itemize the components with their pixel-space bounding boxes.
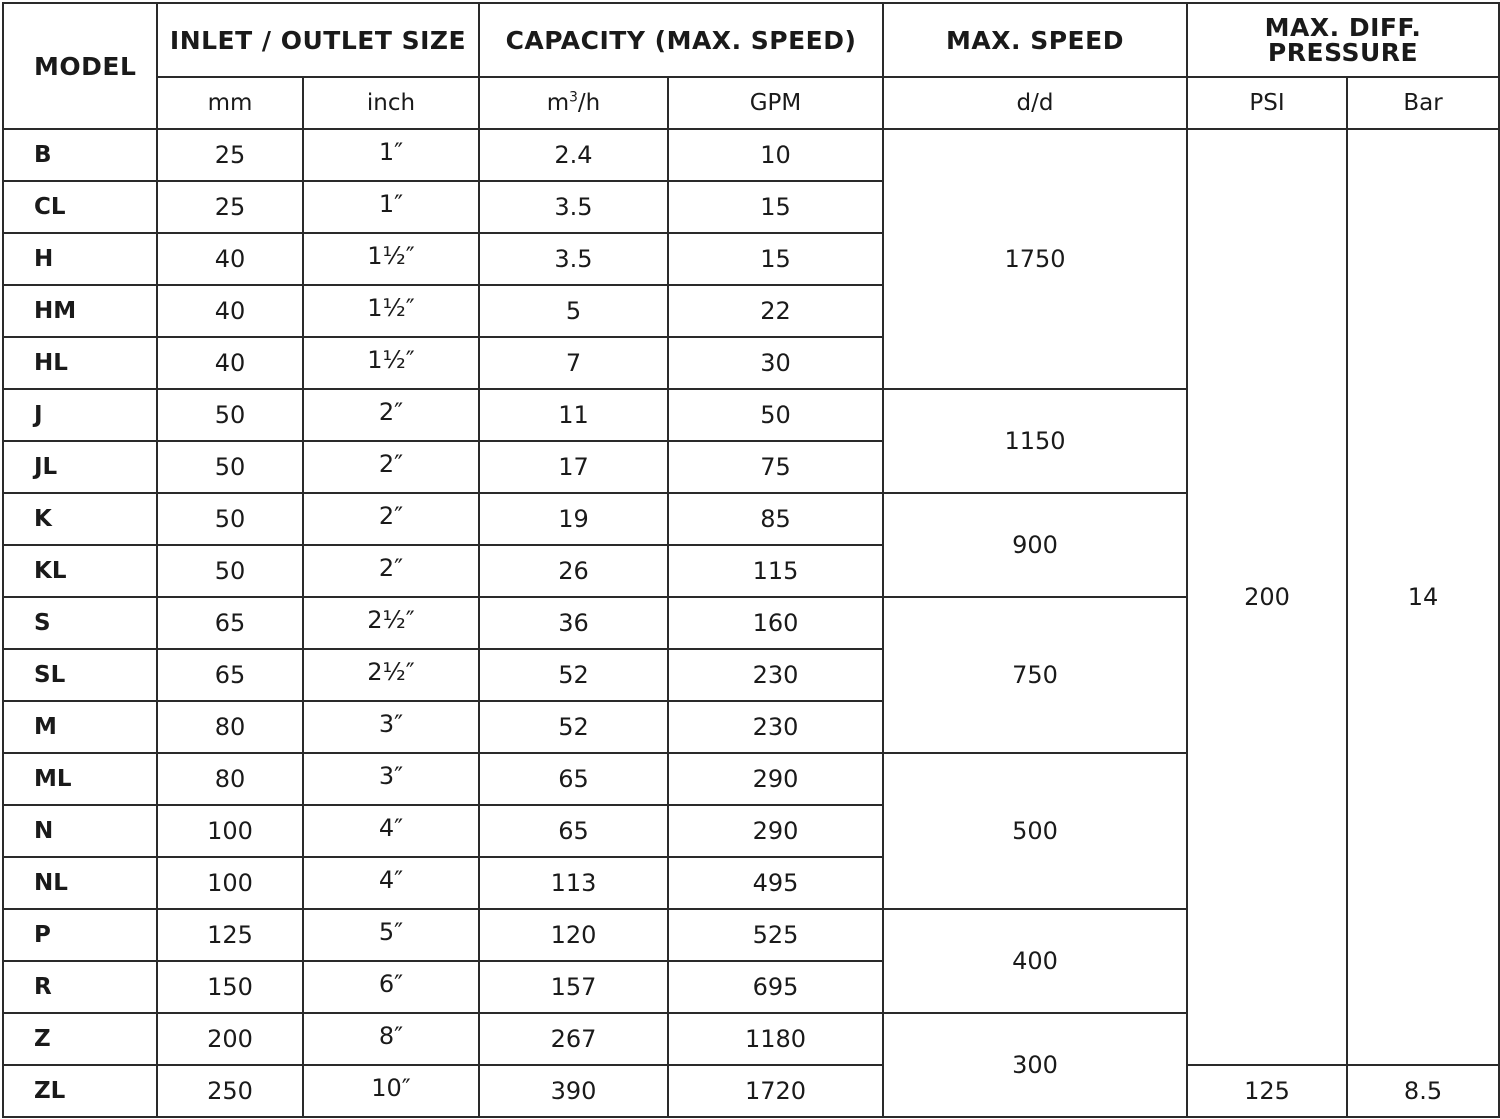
capacity-m3h-cell: 113 bbox=[479, 857, 668, 909]
mm-cell: 100 bbox=[157, 857, 303, 909]
pressure-psi-cell: 200 bbox=[1187, 129, 1347, 1065]
capacity-gpm-cell: 230 bbox=[668, 649, 883, 701]
model-cell: N bbox=[3, 805, 157, 857]
model-cell: K bbox=[3, 493, 157, 545]
model-cell: NL bbox=[3, 857, 157, 909]
mm-cell: 25 bbox=[157, 181, 303, 233]
mm-cell: 80 bbox=[157, 701, 303, 753]
capacity-gpm-cell: 290 bbox=[668, 753, 883, 805]
model-cell: B bbox=[3, 129, 157, 181]
inch-cell: 5″ bbox=[303, 909, 479, 961]
capacity-m3h-cell: 36 bbox=[479, 597, 668, 649]
max-speed-cell: 1150 bbox=[883, 389, 1187, 493]
capacity-gpm-cell: 30 bbox=[668, 337, 883, 389]
unit-m3h-suffix: /h bbox=[577, 89, 601, 116]
max-speed-cell: 400 bbox=[883, 909, 1187, 1013]
inch-cell: 6″ bbox=[303, 961, 479, 1013]
unit-m3h bbox=[479, 77, 668, 129]
capacity-gpm-cell: 85 bbox=[668, 493, 883, 545]
capacity-m3h-cell: 52 bbox=[479, 701, 668, 753]
capacity-gpm-cell: 1720 bbox=[668, 1065, 883, 1117]
mm-cell: 125 bbox=[157, 909, 303, 961]
mm-cell: 80 bbox=[157, 753, 303, 805]
capacity-gpm-cell: 22 bbox=[668, 285, 883, 337]
mm-cell: 50 bbox=[157, 545, 303, 597]
header-row-groups bbox=[3, 3, 1499, 77]
model-cell: CL bbox=[3, 181, 157, 233]
capacity-gpm-cell: 15 bbox=[668, 233, 883, 285]
unit-inch: inch bbox=[303, 77, 479, 129]
inch-cell: 2″ bbox=[303, 545, 479, 597]
mm-cell: 40 bbox=[157, 285, 303, 337]
mm-cell: 65 bbox=[157, 649, 303, 701]
inch-cell: 1½″ bbox=[303, 337, 479, 389]
pressure-bar-cell: 14 bbox=[1347, 129, 1499, 1065]
mm-cell: 50 bbox=[157, 493, 303, 545]
max-speed-cell: 1750 bbox=[883, 129, 1187, 389]
inch-cell: 10″ bbox=[303, 1065, 479, 1117]
capacity-m3h-cell: 65 bbox=[479, 805, 668, 857]
mm-cell: 150 bbox=[157, 961, 303, 1013]
inch-cell: 1″ bbox=[303, 129, 479, 181]
capacity-gpm-cell: 290 bbox=[668, 805, 883, 857]
mm-cell: 50 bbox=[157, 389, 303, 441]
header-row-units bbox=[3, 77, 1499, 129]
inlet-outlet-header: INLET / OUTLET SIZE bbox=[157, 3, 479, 77]
max-speed-cell: 900 bbox=[883, 493, 1187, 597]
capacity-gpm-cell: 50 bbox=[668, 389, 883, 441]
model-cell: R bbox=[3, 961, 157, 1013]
unit-mm: mm bbox=[157, 77, 303, 129]
inch-cell: 2″ bbox=[303, 493, 479, 545]
inch-cell: 4″ bbox=[303, 805, 479, 857]
capacity-gpm-cell: 75 bbox=[668, 441, 883, 493]
inch-cell: 4″ bbox=[303, 857, 479, 909]
mm-cell: 250 bbox=[157, 1065, 303, 1117]
model-cell: H bbox=[3, 233, 157, 285]
capacity-gpm-cell: 525 bbox=[668, 909, 883, 961]
capacity-gpm-cell: 695 bbox=[668, 961, 883, 1013]
capacity-m3h-cell: 7 bbox=[479, 337, 668, 389]
model-cell: SL bbox=[3, 649, 157, 701]
model-cell: S bbox=[3, 597, 157, 649]
capacity-m3h-cell: 120 bbox=[479, 909, 668, 961]
pump-spec-table bbox=[2, 2, 1500, 1118]
unit-m3h-superscript: 3 bbox=[569, 88, 578, 105]
model-cell: J bbox=[3, 389, 157, 441]
model-cell: HM bbox=[3, 285, 157, 337]
model-cell: KL bbox=[3, 545, 157, 597]
mm-cell: 200 bbox=[157, 1013, 303, 1065]
capacity-gpm-cell: 1180 bbox=[668, 1013, 883, 1065]
inch-cell: 1″ bbox=[303, 181, 479, 233]
inch-cell: 1½″ bbox=[303, 285, 479, 337]
unit-gpm: GPM bbox=[668, 77, 883, 129]
table-row bbox=[3, 129, 1499, 181]
inch-cell: 2″ bbox=[303, 389, 479, 441]
model-cell: ZL bbox=[3, 1065, 157, 1117]
unit-speed: d/d bbox=[883, 77, 1187, 129]
model-cell: M bbox=[3, 701, 157, 753]
capacity-gpm-cell: 495 bbox=[668, 857, 883, 909]
capacity-gpm-cell: 230 bbox=[668, 701, 883, 753]
max-speed-cell: 500 bbox=[883, 753, 1187, 909]
model-cell: Z bbox=[3, 1013, 157, 1065]
model-header: MODEL bbox=[3, 3, 157, 129]
mm-cell: 100 bbox=[157, 805, 303, 857]
unit-m3h-prefix: m bbox=[546, 89, 570, 116]
capacity-gpm-cell: 15 bbox=[668, 181, 883, 233]
max-speed-header: MAX. SPEED bbox=[883, 3, 1187, 77]
capacity-m3h-cell: 65 bbox=[479, 753, 668, 805]
capacity-m3h-cell: 267 bbox=[479, 1013, 668, 1065]
capacity-m3h-cell: 390 bbox=[479, 1065, 668, 1117]
model-cell: P bbox=[3, 909, 157, 961]
mm-cell: 40 bbox=[157, 233, 303, 285]
capacity-gpm-cell: 115 bbox=[668, 545, 883, 597]
pressure-bar-cell: 8.5 bbox=[1347, 1065, 1499, 1117]
inch-cell: 1½″ bbox=[303, 233, 479, 285]
max-speed-cell: 300 bbox=[883, 1013, 1187, 1117]
table-row bbox=[3, 1065, 1499, 1117]
inch-cell: 2″ bbox=[303, 441, 479, 493]
capacity-m3h-cell: 2.4 bbox=[479, 129, 668, 181]
capacity-m3h-cell: 3.5 bbox=[479, 233, 668, 285]
model-cell: ML bbox=[3, 753, 157, 805]
max-diff-pressure-header: MAX. DIFF. PRESSURE bbox=[1187, 3, 1499, 77]
mm-cell: 50 bbox=[157, 441, 303, 493]
inch-cell: 3″ bbox=[303, 753, 479, 805]
capacity-m3h-cell: 26 bbox=[479, 545, 668, 597]
max-speed-cell: 750 bbox=[883, 597, 1187, 753]
capacity-gpm-cell: 160 bbox=[668, 597, 883, 649]
unit-bar: Bar bbox=[1347, 77, 1499, 129]
mm-cell: 65 bbox=[157, 597, 303, 649]
capacity-header: CAPACITY (MAX. SPEED) bbox=[479, 3, 883, 77]
inch-cell: 8″ bbox=[303, 1013, 479, 1065]
inch-cell: 2½″ bbox=[303, 597, 479, 649]
capacity-m3h-cell: 5 bbox=[479, 285, 668, 337]
model-cell: HL bbox=[3, 337, 157, 389]
inch-cell: 2½″ bbox=[303, 649, 479, 701]
mm-cell: 25 bbox=[157, 129, 303, 181]
capacity-m3h-cell: 17 bbox=[479, 441, 668, 493]
model-cell: JL bbox=[3, 441, 157, 493]
capacity-m3h-cell: 11 bbox=[479, 389, 668, 441]
mm-cell: 40 bbox=[157, 337, 303, 389]
capacity-m3h-cell: 52 bbox=[479, 649, 668, 701]
capacity-gpm-cell: 10 bbox=[668, 129, 883, 181]
pressure-psi-cell: 125 bbox=[1187, 1065, 1347, 1117]
inch-cell: 3″ bbox=[303, 701, 479, 753]
capacity-m3h-cell: 157 bbox=[479, 961, 668, 1013]
capacity-m3h-cell: 3.5 bbox=[479, 181, 668, 233]
spec-table-body bbox=[3, 129, 1499, 1117]
unit-psi: PSI bbox=[1187, 77, 1347, 129]
capacity-m3h-cell: 19 bbox=[479, 493, 668, 545]
